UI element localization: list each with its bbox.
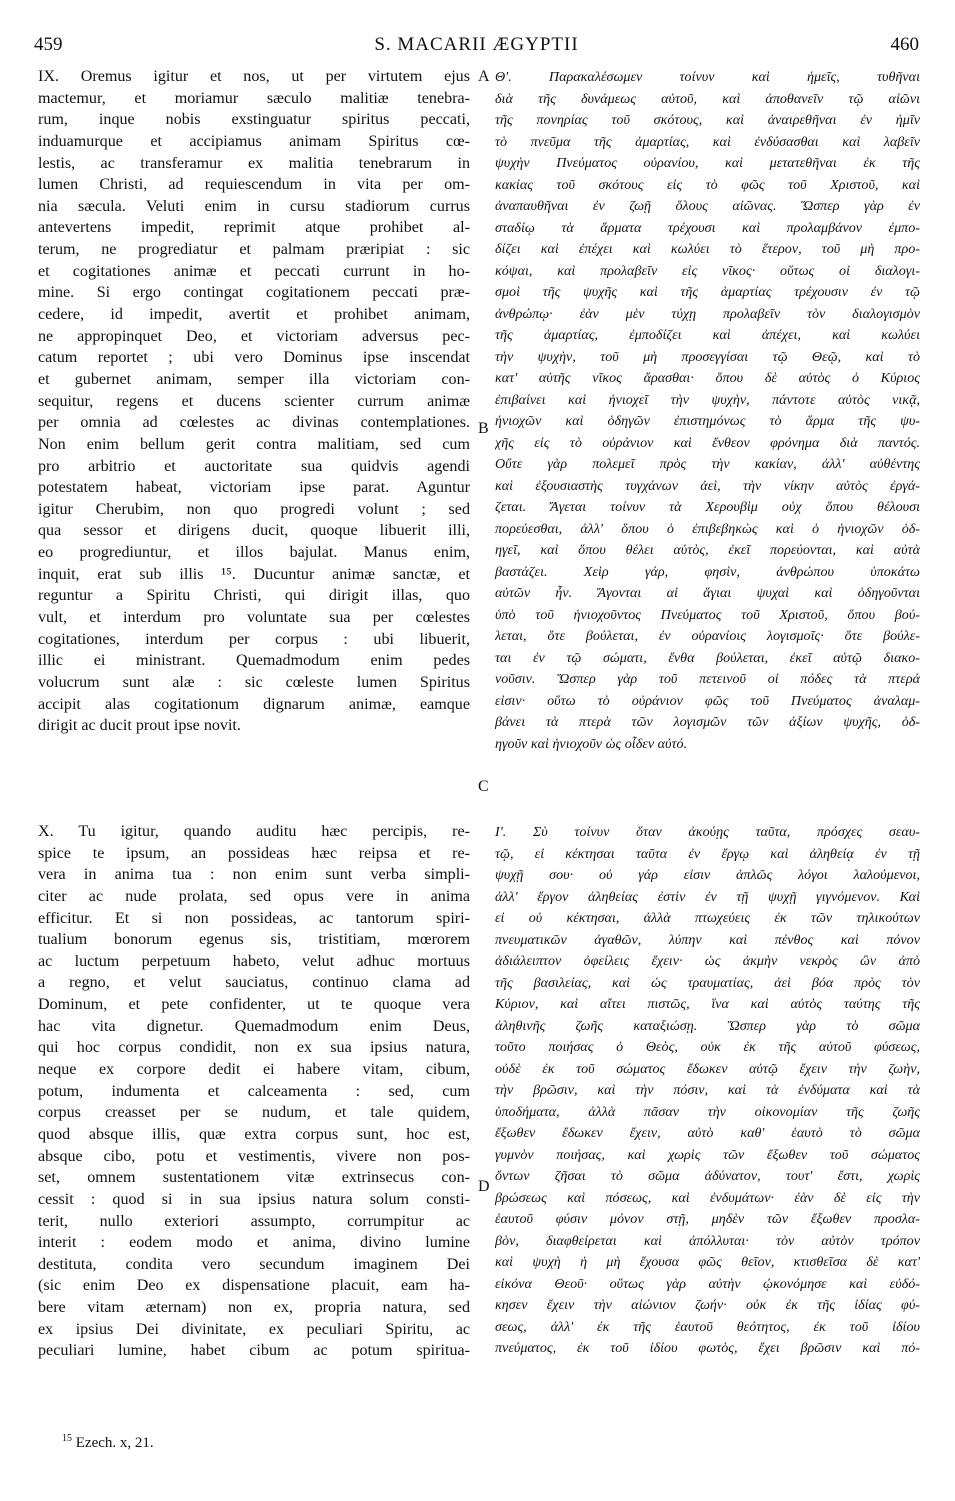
- text-line: οὐδὲ ἐκ τοῦ σώματος ἔδωκεν αὐτῷ ἔχειν τὴν ζωὴν,: [495, 1060, 920, 1077]
- text-line: εἰκόνα Θεοῦ· οὕτως γὰρ αὐτὴν ᾠκονόμησε καὶ εὐδό-: [495, 1275, 920, 1292]
- text-line: δίζει καὶ ἐπέχει καὶ κωλύει τὸ ἕτερον, τοῦ μὴ προ-: [495, 241, 920, 257]
- text-line: destituta, condita vero secundum imaginem Dei: [38, 1255, 470, 1273]
- text-line: ἐπιβαίνει καὶ ἡνιοχεῖ τὴν ψυχὴν, πάντοτε αὐτὸς νικᾷ,: [495, 391, 920, 408]
- text-line: ηγεῖ, καὶ ὅπου θέλει αὐτὸς, ἐκεῖ πορεύονται, καὶ αὐτὰ: [495, 542, 920, 558]
- text-line: καὶ ψυχὴ ἡ μὴ ἔχουσα φῶς θεῖον, κτισθεῖσα δὲ κατ': [495, 1254, 920, 1270]
- text-line: βαστάζει. Χεὶρ γάρ, φησὶν, ἀνθρώπου ὑποκάτω: [495, 563, 920, 580]
- text-line: χῆς εἰς τὸ οὐράνιον καὶ ἔνθεον φρόνημα διὰ παντός.: [495, 434, 920, 451]
- text-line: rum, inque nobis exstinguatur spiritus peccati,: [38, 111, 470, 129]
- text-line: vult, et interdum pro voluntate sua per cœlestes: [38, 609, 470, 627]
- text-line: βάνει τὰ πτερὰ τῶν λογισμῶν τῶν ἀξίων ψυχῆς, ὁδ-: [495, 714, 920, 730]
- text-line: ne appropinquet Deo, et victoriam adversus pec-: [38, 327, 470, 345]
- text-line: Dominum, et pete confidenter, ut te quoque vera: [38, 996, 470, 1014]
- text-line: βρώσεως καὶ πόσεως, καὶ ἐνδυμάτων· ἐὰν δὲ εἰς τὴν: [495, 1189, 920, 1206]
- text-line: corpus creasset per se nudum, et tale quidem,: [38, 1104, 470, 1122]
- text-line: cogitationes, interdum per corpus : ubi libuerit,: [38, 630, 470, 648]
- text-line: σεως, ἀλλ' ἐκ τῆς ἑαυτοῦ θεότητος, ἐκ τοῦ ἰδίου: [495, 1318, 920, 1335]
- text-line: quod absque illis, quæ extra corpus sunt, hoc est,: [38, 1125, 470, 1143]
- text-line: Οὔτε γὰρ πολεμεῖ πρὸς τὴν κακίαν, ἀλλ' αὐθέντης: [495, 456, 920, 472]
- text-line: eo progrediuntur, et illos bajulat. Manus enim,: [38, 544, 470, 562]
- text-line: terum, ne progrediatur et palmam præripiat : sic: [38, 241, 470, 259]
- text-line: volucrum sunt alæ : sic cœleste lumen Spiritus: [38, 673, 470, 691]
- text-line: ται ἐν τῷ σώματι, ἔνθα βούλεται, ἐκεῖ αὐτῷ διακο-: [495, 649, 920, 666]
- text-line: terit, nullo exteriori assumpto, corrumpitur ac: [38, 1212, 470, 1230]
- text-line: τῆς πονηρίας τοῦ σκότους, καὶ ἀναιρεθῆναι ἐν ἡμῖν: [495, 112, 920, 128]
- text-line: αὐτῶν ἦν. Ἄγονται αἱ ἅγιαι ψυχαὶ καὶ ὁδηγοῦνται: [495, 585, 920, 601]
- text-line: mactemur, et moriamur sæculo malitiæ tenebra-: [38, 89, 470, 107]
- text-line: lestis, ac transferamur ex malitia tenebrarum in: [38, 154, 470, 172]
- text-line: accipit alas cogitationum dignarum animæ, eamque: [38, 695, 470, 713]
- text-line: ζεται. Ἄγεται τοίνυν τὰ Χερουβὶμ οὐχ ὅπου θέλουσι: [495, 499, 920, 515]
- text-line: πνεύματος, ἐκ τοῦ ἰδίου φωτὸς, ἔχει βρῶσιν καὶ πό-: [495, 1340, 920, 1356]
- text-line: τὴν ψυχὴν, τοῦ μὴ προσεγγίσαι τῷ Θεῷ, καὶ τὸ: [495, 348, 920, 365]
- text-line: Θ'. Παρακαλέσωμεν τοίνυν καὶ ἡμεῖς, τυθῆναι: [495, 69, 920, 85]
- text-line: pro arbitrio et auctoritate sua quidvis agendi: [38, 457, 470, 475]
- text-line: Κύριον, καὶ αἴτει πιστῶς, ἵνα καὶ αὐτὸς ταύτης τῆς: [495, 996, 920, 1012]
- text-line: ex ipsius Dei divinitate, ex peculiari Spiritu, ac: [38, 1320, 470, 1338]
- text-line: mine. Si ergo contingat cogitationem peccati præ-: [38, 284, 470, 302]
- text-line: βὸν, διαφθείρεται καὶ ἀπόλλυται· τὸν αὐτὸν τρόπον: [495, 1232, 920, 1249]
- text-line: dirigit ac ducit prout ipse novit.: [38, 717, 241, 735]
- margin-letter-a: A: [478, 68, 490, 85]
- text-line: qua sessor et dirigens ducit, quoque libuerit illi,: [38, 522, 470, 540]
- text-line: citer ac nude prolata, sed opus vere in anima: [38, 887, 470, 905]
- text-line: et cogitationes animæ et peccati currunt in ho-: [38, 262, 470, 280]
- text-line: sequitur, regens et ducens scienter currum animæ: [38, 392, 470, 410]
- text-line: efficitur. Et si non possideas, ac tantorum spiri-: [38, 909, 470, 927]
- text-line: inquit, erat sub illis ¹⁵. Ducuntur animæ sanctæ, et: [38, 565, 470, 583]
- text-line: ἡνιοχῶν καὶ ὁδηγῶν ἐπιστημόνως τὸ ἅρμα τῆς ψυ-: [495, 413, 920, 429]
- text-line: illic ei ministrant. Quemadmodum enim pedes: [38, 652, 470, 670]
- text-line: a regno, et velut sauciatus, continuo clama ad: [38, 974, 470, 992]
- text-line: X. Tu igitur, quando auditu hæc percipis, re-: [38, 823, 470, 840]
- text-line: potestatem habeat, victoriam ipse parat. Aguntur: [38, 479, 470, 497]
- margin-letter-c: C: [478, 778, 489, 795]
- text-line: τὸ πνεῦμα τῆς ἁμαρτίας, καὶ ἐνδύσασθαι καὶ λαβεῖν: [495, 133, 920, 150]
- running-title: S. MACARII ÆGYPTII: [374, 34, 579, 55]
- text-line: ἀναπαυθῆναι ἐν ζωῇ ὅλους αἰῶνας. Ὥσπερ γὰρ ἐν: [495, 198, 920, 214]
- text-line: σταδίῳ τὰ ἅρματα τρέχουσι καὶ προλαμβάνον ἐμπο-: [495, 219, 920, 236]
- text-line: interit : eodem modo et anima, divino lumine: [38, 1234, 470, 1252]
- text-line: igitur Cherubim, non quo progredi volunt ; sed: [38, 500, 470, 518]
- text-line: cedere, id impedit, avertit et prohibet animam,: [38, 306, 470, 324]
- text-line: et gubernet animam, semper illa victoriam con-: [38, 370, 470, 388]
- text-line: τῆς ἁμαρτίας, ἐμποδίζει καὶ ἀπέχει, καὶ κωλύει: [495, 327, 920, 343]
- text-line: ἀδιάλειπτον ὀφείλεις ἔχειν· ὡς ἀκμὴν νεκρὸς ὢν ἀπὸ: [495, 953, 920, 969]
- text-line: peculiari lumine, habet cibum ac potum spiritua-: [38, 1342, 470, 1360]
- text-line: reguntur a Spiritu Christi, qui dirigit illas, quo: [38, 587, 470, 605]
- left-page-number: 459: [34, 34, 63, 55]
- margin-letter-b: B: [478, 420, 489, 437]
- text-line: ὄντων ζῆσαι τὸ σῶμα ἀδύνατον, τουτ' ἔστι, χωρὶς: [495, 1168, 920, 1184]
- text-line: Ι'. Σὺ τοίνυν ὅταν ἀκούῃς ταῦτα, πρόσχες σεαυ-: [495, 824, 920, 840]
- margin-letter-d: D: [478, 1178, 490, 1195]
- text-line: Non enim bellum gerit contra malitiam, sed cum: [38, 435, 470, 453]
- text-line: vera in anima tua : non enim sunt verba simpli-: [38, 866, 470, 884]
- latin-column-section-ix: [38, 66, 470, 737]
- footnote-text: Ezech. x, 21.: [72, 1435, 154, 1451]
- text-line: ηγοῦν καὶ ἡνιοχοῦν ὡς οἶδεν αὐτό.: [495, 735, 688, 752]
- text-line: neque ex corpore dedit ei habere vitam, cibum,: [38, 1061, 470, 1079]
- text-line: tualium bonorum egenus sis, tristitiam, mœrorem: [38, 931, 470, 949]
- text-line: εἰσιν· οὕτω τὸ οὐράνιον φῶς τοῦ Πνεύματος ἀναλαμ-: [495, 692, 920, 709]
- text-line: τῆς βασιλείας, καὶ ὡς τραυματίας, ἀεὶ βόα πρὸς τὸν: [495, 974, 920, 991]
- text-line: τὴν βρῶσιν, καὶ τὴν πόσιν, καὶ τὰ ἐνδύματα καὶ τὰ: [495, 1082, 920, 1098]
- text-line: ἔξωθεν ἔδωκεν ἔχειν, αὐτὸ καθ' ἑαυτὸ τὸ σῶμα: [495, 1125, 920, 1141]
- text-line: διὰ τῆς δυνάμεως αὐτοῦ, καὶ ἀποθανεῖν τῷ αἰῶνι: [495, 90, 920, 107]
- text-line: τοῦτο ποιήσας ὁ Θεὸς, οὐκ ἐκ τῆς αὐτοῦ φύσεως,: [495, 1039, 920, 1055]
- footnote-number: 15: [62, 1433, 72, 1444]
- text-line: absque cibo, potu et vestimentis, vivere non pos-: [38, 1147, 470, 1165]
- greek-column-section-x: [495, 822, 920, 1360]
- text-line: γυμνὸν ποιήσας, καὶ χωρὶς τῶν ἔξωθεν τοῦ σώματος: [495, 1146, 920, 1163]
- text-line: potum, indumenta et calceamenta : sed, cum: [38, 1082, 470, 1100]
- text-line: τῷ, εἰ κέκτησαι ταῦτα ἐν ἔργῳ καὶ ἀληθείᾳ ἐν τῇ: [495, 845, 920, 862]
- text-line: ἀλλ' ἔργον ἀληθείας ἐστὶν ἐν τῇ ψυχῇ γιγνόμενον. Καὶ: [495, 888, 920, 905]
- text-line: bere vitam æternam) non ex, propria natura, sed: [38, 1299, 470, 1317]
- text-line: πορεύεσθαι, ἀλλ' ὅπου ὁ ἐπιβεβηκὼς καὶ ὁ ἡνιοχῶν ὁδ-: [495, 520, 920, 537]
- text-line: κησεν ἔχειν τὴν αἰώνιον ζωήν· οὐκ ἐκ τῆς ἰδίας φύ-: [495, 1297, 920, 1313]
- text-line: cessit : quod si in sua ipsius natura solum consti-: [38, 1190, 470, 1208]
- running-header: [34, 34, 919, 56]
- text-line: λεται, ὅτε βούλεται, ἐν οὐρανίοις λογισμοῖς· ὅτε βούλε-: [495, 628, 920, 644]
- text-line: ψυχὴν Πνεύματος οὐρανίου, καὶ μετατεθῆναι ἐκ τῆς: [495, 155, 920, 171]
- text-line: ἑαυτοῦ φύσιν μόνον στῇ, μηδὲν τῶν ἔξωθεν προσλα-: [495, 1211, 920, 1227]
- text-line: nia sæcula. Veluti enim in cursu stadiorum currus: [38, 197, 470, 215]
- text-line: set, omnem sustentationem vitæ extrinsecus con-: [38, 1169, 470, 1187]
- text-line: qui hoc corpus condidit, non ex sua ipsius natura,: [38, 1039, 470, 1057]
- text-line: κακίας τοῦ σκότους εἰς τὸ φῶς τοῦ Χριστοῦ, καὶ: [495, 176, 920, 193]
- text-line: καὶ ἐξουσιαστὴς τυγχάνων ἀεὶ, τὴν νίκην αὐτὸς ἐργά-: [495, 477, 920, 494]
- footnote: [62, 1433, 154, 1452]
- text-line: κόψαι, καὶ προλαβεῖν εἰς νῖκος· οὕτως οἱ διαλογι-: [495, 262, 920, 279]
- text-line: catum reportet ; ubi vero Dominus ipse inscendat: [38, 349, 470, 367]
- text-line: IX. Oremus igitur et nos, ut per virtutem ejus: [38, 68, 470, 85]
- text-line: spice te ipsum, an possideas hæc reipsa et re-: [38, 844, 470, 862]
- text-line: κατ' αὐτῆς νῖκος ἄρασθαι· ὅπου δὲ αὐτὸς ὁ Κύριος: [495, 370, 920, 386]
- right-page-number: 460: [890, 34, 919, 55]
- text-line: ac luctum perpetuum habeto, velut adhuc mortuus: [38, 952, 470, 970]
- text-line: ἀνθρώπῳ· ἐὰν μὲν τύχῃ προλαβεῖν τὸν διαλογισμὸν: [495, 305, 920, 322]
- text-line: antevertens impedit, reprimit atque prohibet al-: [38, 219, 470, 237]
- text-line: πνευματικῶν ἀγαθῶν, λύπην καὶ πένθος καὶ πόνον: [495, 931, 920, 948]
- text-line: ψυχῇ σου· οὐ γάρ εἰσιν ἁπλῶς λόγοι λαλούμενοι,: [495, 867, 920, 883]
- text-line: ὑποδήματα, ἀλλὰ πᾶσαν τὴν οἰκονομίαν τῆς ζωῆς: [495, 1103, 920, 1120]
- text-line: εἰ οὐ κέκτησαι, ἀλλὰ πτωχεύεις ἐκ τῶν τηλικούτων: [495, 910, 920, 926]
- text-line: hac vita dignetur. Quemadmodum enim Deus,: [38, 1017, 470, 1035]
- text-line: lumen Christi, ad requiescendum in vita per om-: [38, 176, 470, 194]
- text-line: σμοὶ τῆς ψυχῆς καὶ τῆς ἁμαρτίας τρέχουσιν ἐν τῷ: [495, 284, 920, 300]
- latin-column-section-x: [38, 821, 470, 1362]
- text-line: ἀληθινῆς ζωῆς καταξιώσῃ. Ὥσπερ γὰρ τὸ σῶμα: [495, 1017, 920, 1034]
- greek-column-section-ix: [495, 67, 920, 755]
- text-line: ὑπὸ τοῦ ἡνιοχοῦντος Πνεύματος τοῦ Χριστοῦ, ὅπου βού-: [495, 606, 920, 623]
- text-line: induamurque et accipiamus animam Spiritus cœ-: [38, 132, 470, 150]
- text-line: νοῦσιν. Ὥσπερ γὰρ τοῦ πετεινοῦ οἱ πόδες τὰ πτερά: [495, 671, 920, 687]
- text-line: (sic enim Deo ex dispensatione placuit, eam ha-: [38, 1277, 470, 1295]
- text-line: per omnia ad cœlestes ac divinas contemplationes.: [38, 414, 470, 432]
